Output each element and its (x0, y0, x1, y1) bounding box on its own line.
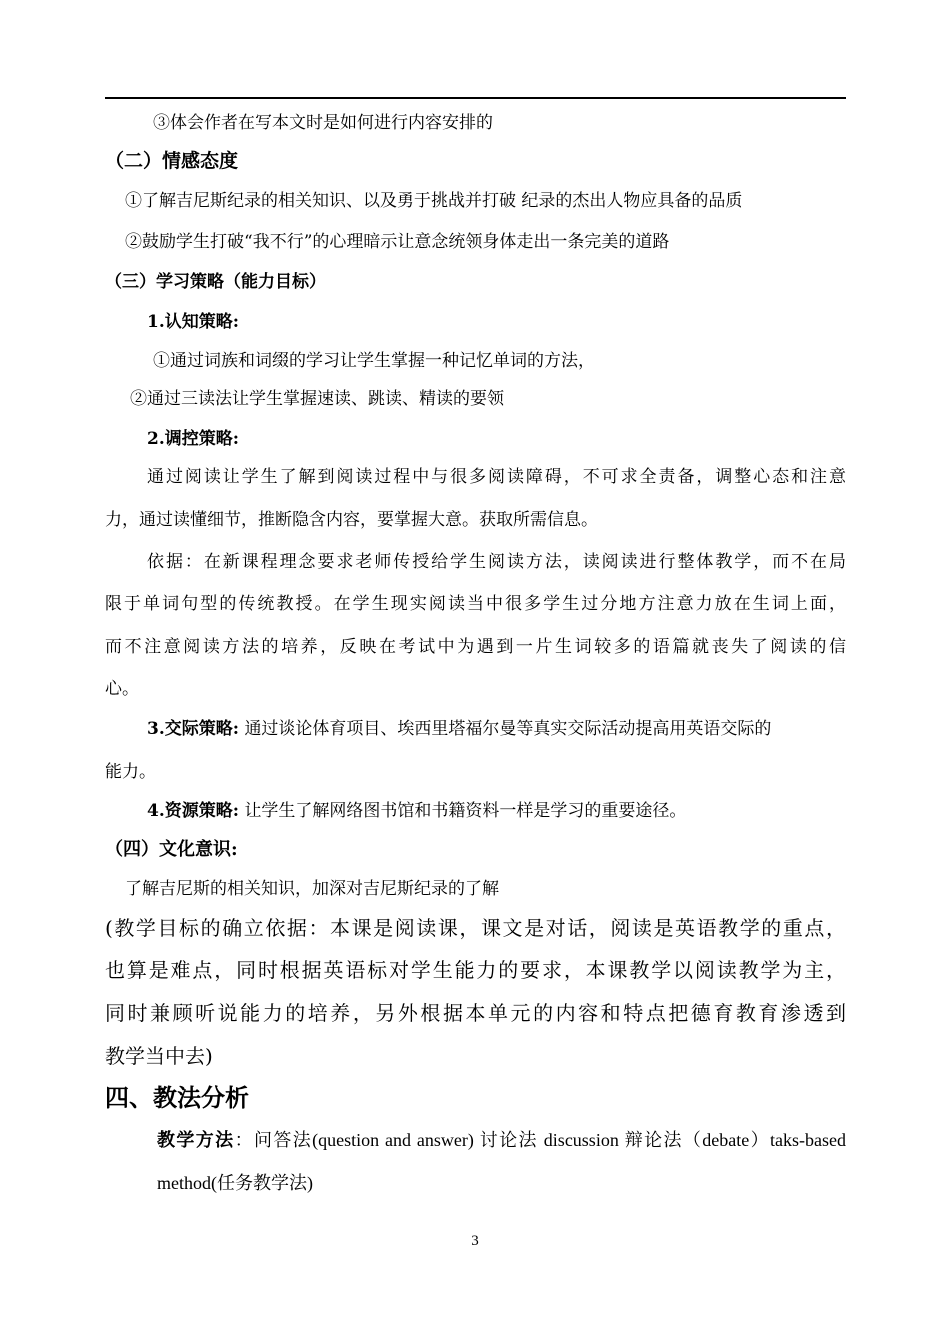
objective-basis-line-3: 同时兼顾听说能力的培养，另外根据本单元的内容和特点把德育教育渗透到 (105, 1001, 846, 1025)
cognitive-item-1: ①通过词族和词缀的学习让学生掌握一种记忆单词的方法， (153, 351, 595, 371)
teaching-methods-text: ：问答法(question and answer) 讨论法 discussion 辩论法（debate）taks-based (234, 1130, 846, 1150)
heading-learning-strategy: （三）学习策略（能力目标） (105, 272, 326, 292)
basis-paragraph-line-4: 心。 (105, 679, 139, 699)
cultural-awareness-item: 了解吉尼斯的相关知识，加深对吉尼斯纪录的了解 (125, 879, 499, 899)
basis-paragraph-line-3: 而不注意阅读方法的培养，反映在考试中为遇到一片生词较多的语篇就丧失了阅读的信 (105, 637, 846, 657)
objective-basis-line-1: (教学目标的确立依据：本课是阅读课，课文是对话，阅读是英语教学的重点， (105, 916, 846, 940)
regulation-paragraph-line-2: 力，通过读懂细节，推断隐含内容，要掌握大意。获取所需信息。 (105, 510, 598, 530)
attitude-item-1: ①了解吉尼斯纪录的相关知识、以及勇于挑战并打破 纪录的杰出人物应具备的品质 (125, 191, 743, 211)
objective-basis-line-4: 教学当中去) (105, 1044, 213, 1068)
header-rule (105, 97, 846, 99)
basis-paragraph-line-1: 依据：在新课程理念要求老师传授给学生阅读方法，读阅读进行整体教学，而不在局 (147, 552, 846, 572)
teaching-methods-line-2: method(任务教学法) (157, 1173, 313, 1193)
objective-item-3: ③体会作者在写本文时是如何进行内容安排的 (153, 113, 493, 133)
communication-strategy-text: 通过谈论体育项目、埃西里塔福尔曼等真实交际活动提高用英语交际的 (244, 719, 772, 739)
section-teaching-method-analysis: 四、教法分析 (105, 1083, 249, 1112)
heading-communication-strategy: 3.交际策略: (147, 719, 240, 739)
heading-cultural-awareness: （四）文化意识: (105, 839, 238, 860)
objective-basis-line-2: 也算是难点，同时根据英语标对学生能力的要求，本课教学以阅读教学为主， (105, 958, 846, 982)
heading-emotional-attitude: （二）情感态度 (105, 150, 239, 172)
page-number: 3 (471, 1233, 479, 1249)
communication-strategy-line-1 (147, 717, 771, 741)
basis-paragraph-line-2: 限于单词句型的传统教授。在学生现实阅读当中很多学生过分地方注意力放在生词上面， (105, 594, 846, 614)
resource-strategy-text: 让学生了解网络图书馆和书籍资料一样是学习的重要途径。 (244, 801, 687, 821)
communication-strategy-line-2: 能力。 (105, 762, 156, 782)
heading-regulation-strategy: 2.调控策略: (147, 429, 240, 449)
heading-cognitive-strategy: 1.认知策略: (147, 312, 240, 332)
cognitive-item-2: ②通过三读法让学生掌握速读、跳读、精读的要领 (130, 389, 504, 409)
teaching-methods-line-1 (157, 1128, 846, 1152)
regulation-paragraph-line-1: 通过阅读让学生了解到阅读过程中与很多阅读障碍，不可求全责备，调整心态和注意 (147, 467, 846, 487)
resource-strategy-line (147, 799, 686, 823)
attitude-item-2: ②鼓励学生打破“我不行”的心理暗示让意念统领身体走出一条完美的道路 (125, 232, 670, 252)
teaching-methods-label: 教学方法 (157, 1130, 235, 1150)
heading-resource-strategy: 4.资源策略: (147, 801, 240, 821)
